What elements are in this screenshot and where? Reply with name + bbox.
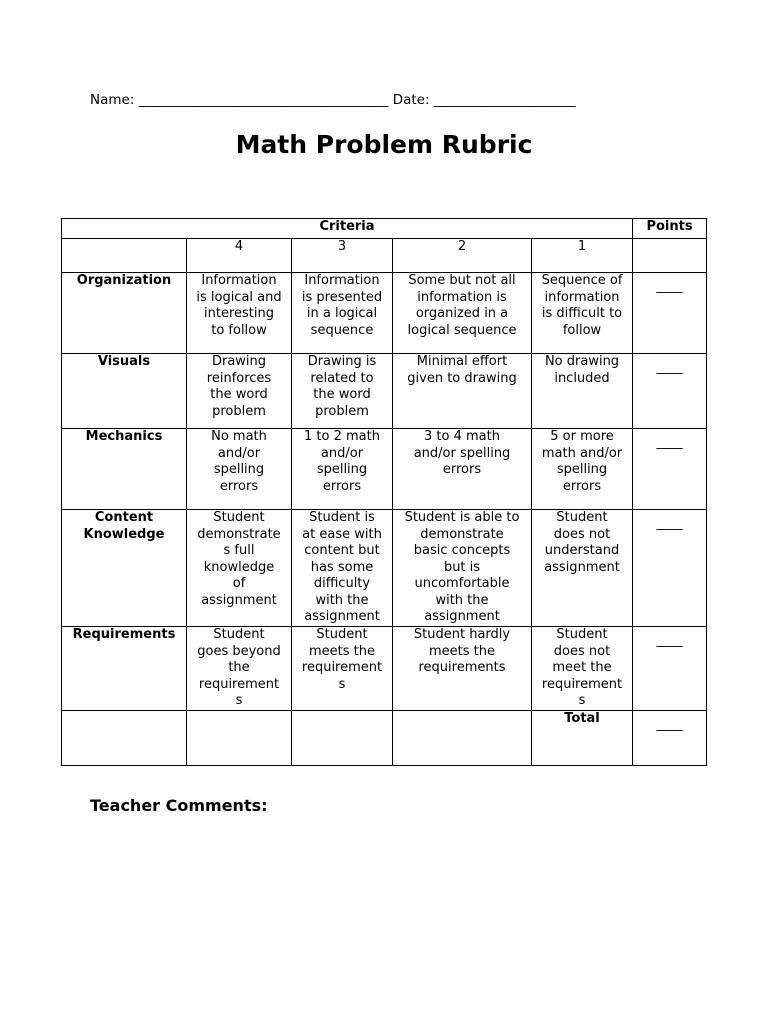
name-date-line: Name: _____________________________________ Date: _____________________ [90, 92, 576, 108]
points-cell [633, 510, 707, 627]
table-header-row [62, 219, 707, 239]
points-cell [633, 627, 707, 711]
criterion-label: Mechanics [62, 429, 187, 510]
levels-row [62, 239, 707, 273]
rubric-cell: Student meets the requirement s [292, 627, 393, 711]
points-header: Points [633, 219, 707, 239]
level-3-header: 3 [292, 239, 393, 273]
total-row-blank [187, 711, 292, 766]
criterion-label: Requirements [62, 627, 187, 711]
points-cell [633, 273, 707, 354]
rubric-cell: Sequence of information is difficult to follow [532, 273, 633, 354]
levels-row-points-blank [633, 239, 707, 273]
rubric-cell: Student is able to demonstrate basic concepts but is uncomfortable with the assignment [393, 510, 532, 627]
points-blank: ____ [656, 435, 683, 450]
level-4-header: 4 [187, 239, 292, 273]
criterion-label: Organization [62, 273, 187, 354]
rubric-cell: Information is presented in a logical sequence [292, 273, 393, 354]
teacher-comments-label: Teacher Comments: [90, 796, 268, 815]
rubric-cell: Drawing reinforces the word problem [187, 354, 292, 429]
rubric-cell: Student is at ease with content but has some difficulty with the assignment [292, 510, 393, 627]
rubric-cell: Student demonstrate s full knowledge of assignment [187, 510, 292, 627]
rubric-cell: Student hardly meets the requirements [393, 627, 532, 711]
criteria-header: Criteria [62, 219, 633, 239]
points-blank: ____ [656, 360, 683, 375]
rubric-cell: Drawing is related to the word problem [292, 354, 393, 429]
total-row-blank [292, 711, 393, 766]
table-row [62, 510, 707, 627]
total-row [62, 711, 707, 766]
points-blank: ____ [656, 279, 683, 294]
levels-row-blank [62, 239, 187, 273]
table-row [62, 627, 707, 711]
total-row-blank [393, 711, 532, 766]
rubric-cell: Minimal effort given to drawing [393, 354, 532, 429]
total-label: Total [532, 711, 633, 766]
rubric-cell: No math and/or spelling errors [187, 429, 292, 510]
table-row [62, 354, 707, 429]
rubric-cell: 1 to 2 math and/or spelling errors [292, 429, 393, 510]
criterion-label: Visuals [62, 354, 187, 429]
rubric-cell: Some but not all information is organized in a logical sequence [393, 273, 532, 354]
points-cell [633, 429, 707, 510]
rubric-table [61, 218, 707, 766]
rubric-cell: Student does not understand assignment [532, 510, 633, 627]
points-blank: ____ [656, 633, 683, 648]
criterion-label: Content Knowledge [62, 510, 187, 627]
table-row [62, 273, 707, 354]
total-row-blank [62, 711, 187, 766]
rubric-cell: Information is logical and interesting to follow [187, 273, 292, 354]
page-title: Math Problem Rubric [235, 130, 533, 159]
level-1-header: 1 [532, 239, 633, 273]
total-points-blank: ____ [656, 717, 683, 732]
rubric-cell: Student does not meet the requirement s [532, 627, 633, 711]
rubric-cell: 3 to 4 math and/or spelling errors [393, 429, 532, 510]
rubric-cell: 5 or more math and/or spelling errors [532, 429, 633, 510]
rubric-cell: No drawing included [532, 354, 633, 429]
level-2-header: 2 [393, 239, 532, 273]
total-points-cell [633, 711, 707, 766]
points-blank: ____ [656, 516, 683, 531]
points-cell [633, 354, 707, 429]
rubric-cell: Student goes beyond the requirement s [187, 627, 292, 711]
table-row [62, 429, 707, 510]
